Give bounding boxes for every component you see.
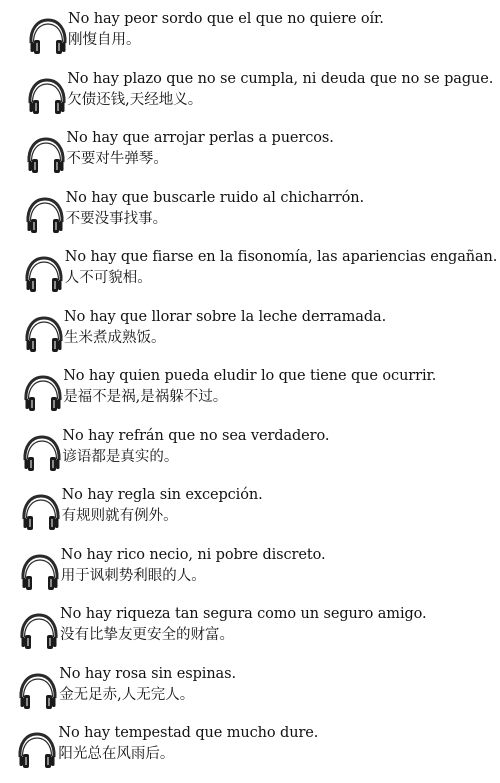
proverb-entry: [0, 546, 500, 602]
spanish-proverb: No hay refrán que no sea verdadero.: [62, 427, 330, 444]
chinese-translation: 没有比挚友更安全的财富。: [60, 627, 234, 643]
spanish-proverb: No hay tempestad que mucho dure.: [58, 725, 319, 741]
headphones-icon[interactable]: [20, 433, 64, 473]
spanish-proverb: No hay regla sin excepción.: [61, 487, 263, 503]
spanish-proverb: No hay peor sordo que el que no quiere oír.: [68, 11, 384, 27]
proverb-entry: [0, 129, 500, 185]
chinese-translation: 金无足赤,人无完人。: [59, 686, 195, 703]
chinese-translation: 欠债还钱,天经地义。: [67, 91, 203, 108]
proverb-entry: [0, 605, 500, 661]
proverb-entry: [0, 427, 500, 483]
chinese-translation: 用于讽刺势利眼的人。: [60, 567, 206, 584]
headphones-icon[interactable]: [19, 492, 63, 532]
proverb-text: [63, 367, 496, 407]
proverb-entry: [0, 248, 500, 304]
spanish-proverb: No hay que arrojar perlas a puercos.: [66, 130, 334, 146]
chinese-translation: 是福不是祸,是祸躲不过。: [63, 389, 228, 405]
chinese-translation: 谚语都是真实的。: [62, 448, 179, 465]
chinese-translation: 有规则就有例外。: [61, 508, 178, 524]
proverb-text: [66, 129, 496, 169]
proverb-entry: [0, 189, 500, 245]
spanish-proverb: No hay rico necio, ni pobre discreto.: [60, 546, 326, 563]
chinese-translation: 阳光总在风雨后。: [58, 746, 175, 762]
chinese-translation: 人不可貌相。: [64, 270, 152, 286]
headphones-icon[interactable]: [22, 254, 66, 294]
proverb-text: [62, 427, 496, 467]
spanish-proverb: No hay que buscarle ruido al chicharrón.: [65, 189, 364, 206]
proverb-text: [67, 70, 496, 110]
spanish-proverb: No hay riqueza tan segura como un seguro amigo.: [60, 606, 427, 622]
proverb-entry: [0, 70, 500, 126]
headphones-icon[interactable]: [18, 552, 62, 592]
headphones-icon[interactable]: [15, 730, 59, 770]
headphones-icon[interactable]: [23, 195, 67, 235]
proverb-text: [62, 486, 496, 526]
proverb-text: [60, 605, 496, 645]
proverb-text: [61, 546, 496, 586]
headphones-icon[interactable]: [24, 135, 68, 175]
headphones-icon[interactable]: [26, 16, 70, 56]
spanish-proverb: No hay que fiarse en la fisonomía, las apariencias engañan.: [64, 249, 498, 265]
spanish-proverb: No hay que llorar sobre la leche derramada.: [64, 308, 387, 325]
chinese-translation: 刚愎自用。: [68, 32, 141, 48]
chinese-translation: 不要对牛弹琴。: [66, 151, 168, 167]
proverb-entry: [0, 486, 500, 542]
proverb-entry: [0, 308, 500, 364]
chinese-translation: 生米煮成熟饭。: [64, 329, 166, 346]
headphones-icon[interactable]: [22, 314, 66, 354]
proverb-text: [59, 665, 496, 705]
chinese-translation: 不要没事找事。: [65, 210, 168, 227]
headphones-icon[interactable]: [16, 671, 60, 711]
proverb-entry: [0, 367, 500, 423]
headphones-icon[interactable]: [17, 611, 61, 651]
spanish-proverb: No hay plazo que no se cumpla, ni deuda que no se pague.: [67, 70, 494, 87]
proverb-text: [58, 724, 496, 764]
proverb-text: [65, 248, 496, 288]
headphones-icon[interactable]: [21, 373, 65, 413]
proverb-entry: [0, 10, 500, 66]
proverb-entry: [0, 724, 500, 780]
spanish-proverb: No hay quien pueda eludir lo que tiene que ocurrir.: [63, 368, 437, 384]
proverb-text: [64, 308, 496, 348]
spanish-proverb: No hay rosa sin espinas.: [59, 665, 236, 682]
proverb-text: [66, 189, 496, 229]
headphones-icon[interactable]: [25, 76, 69, 116]
proverb-text: [68, 10, 496, 50]
proverb-entry: [0, 665, 500, 721]
